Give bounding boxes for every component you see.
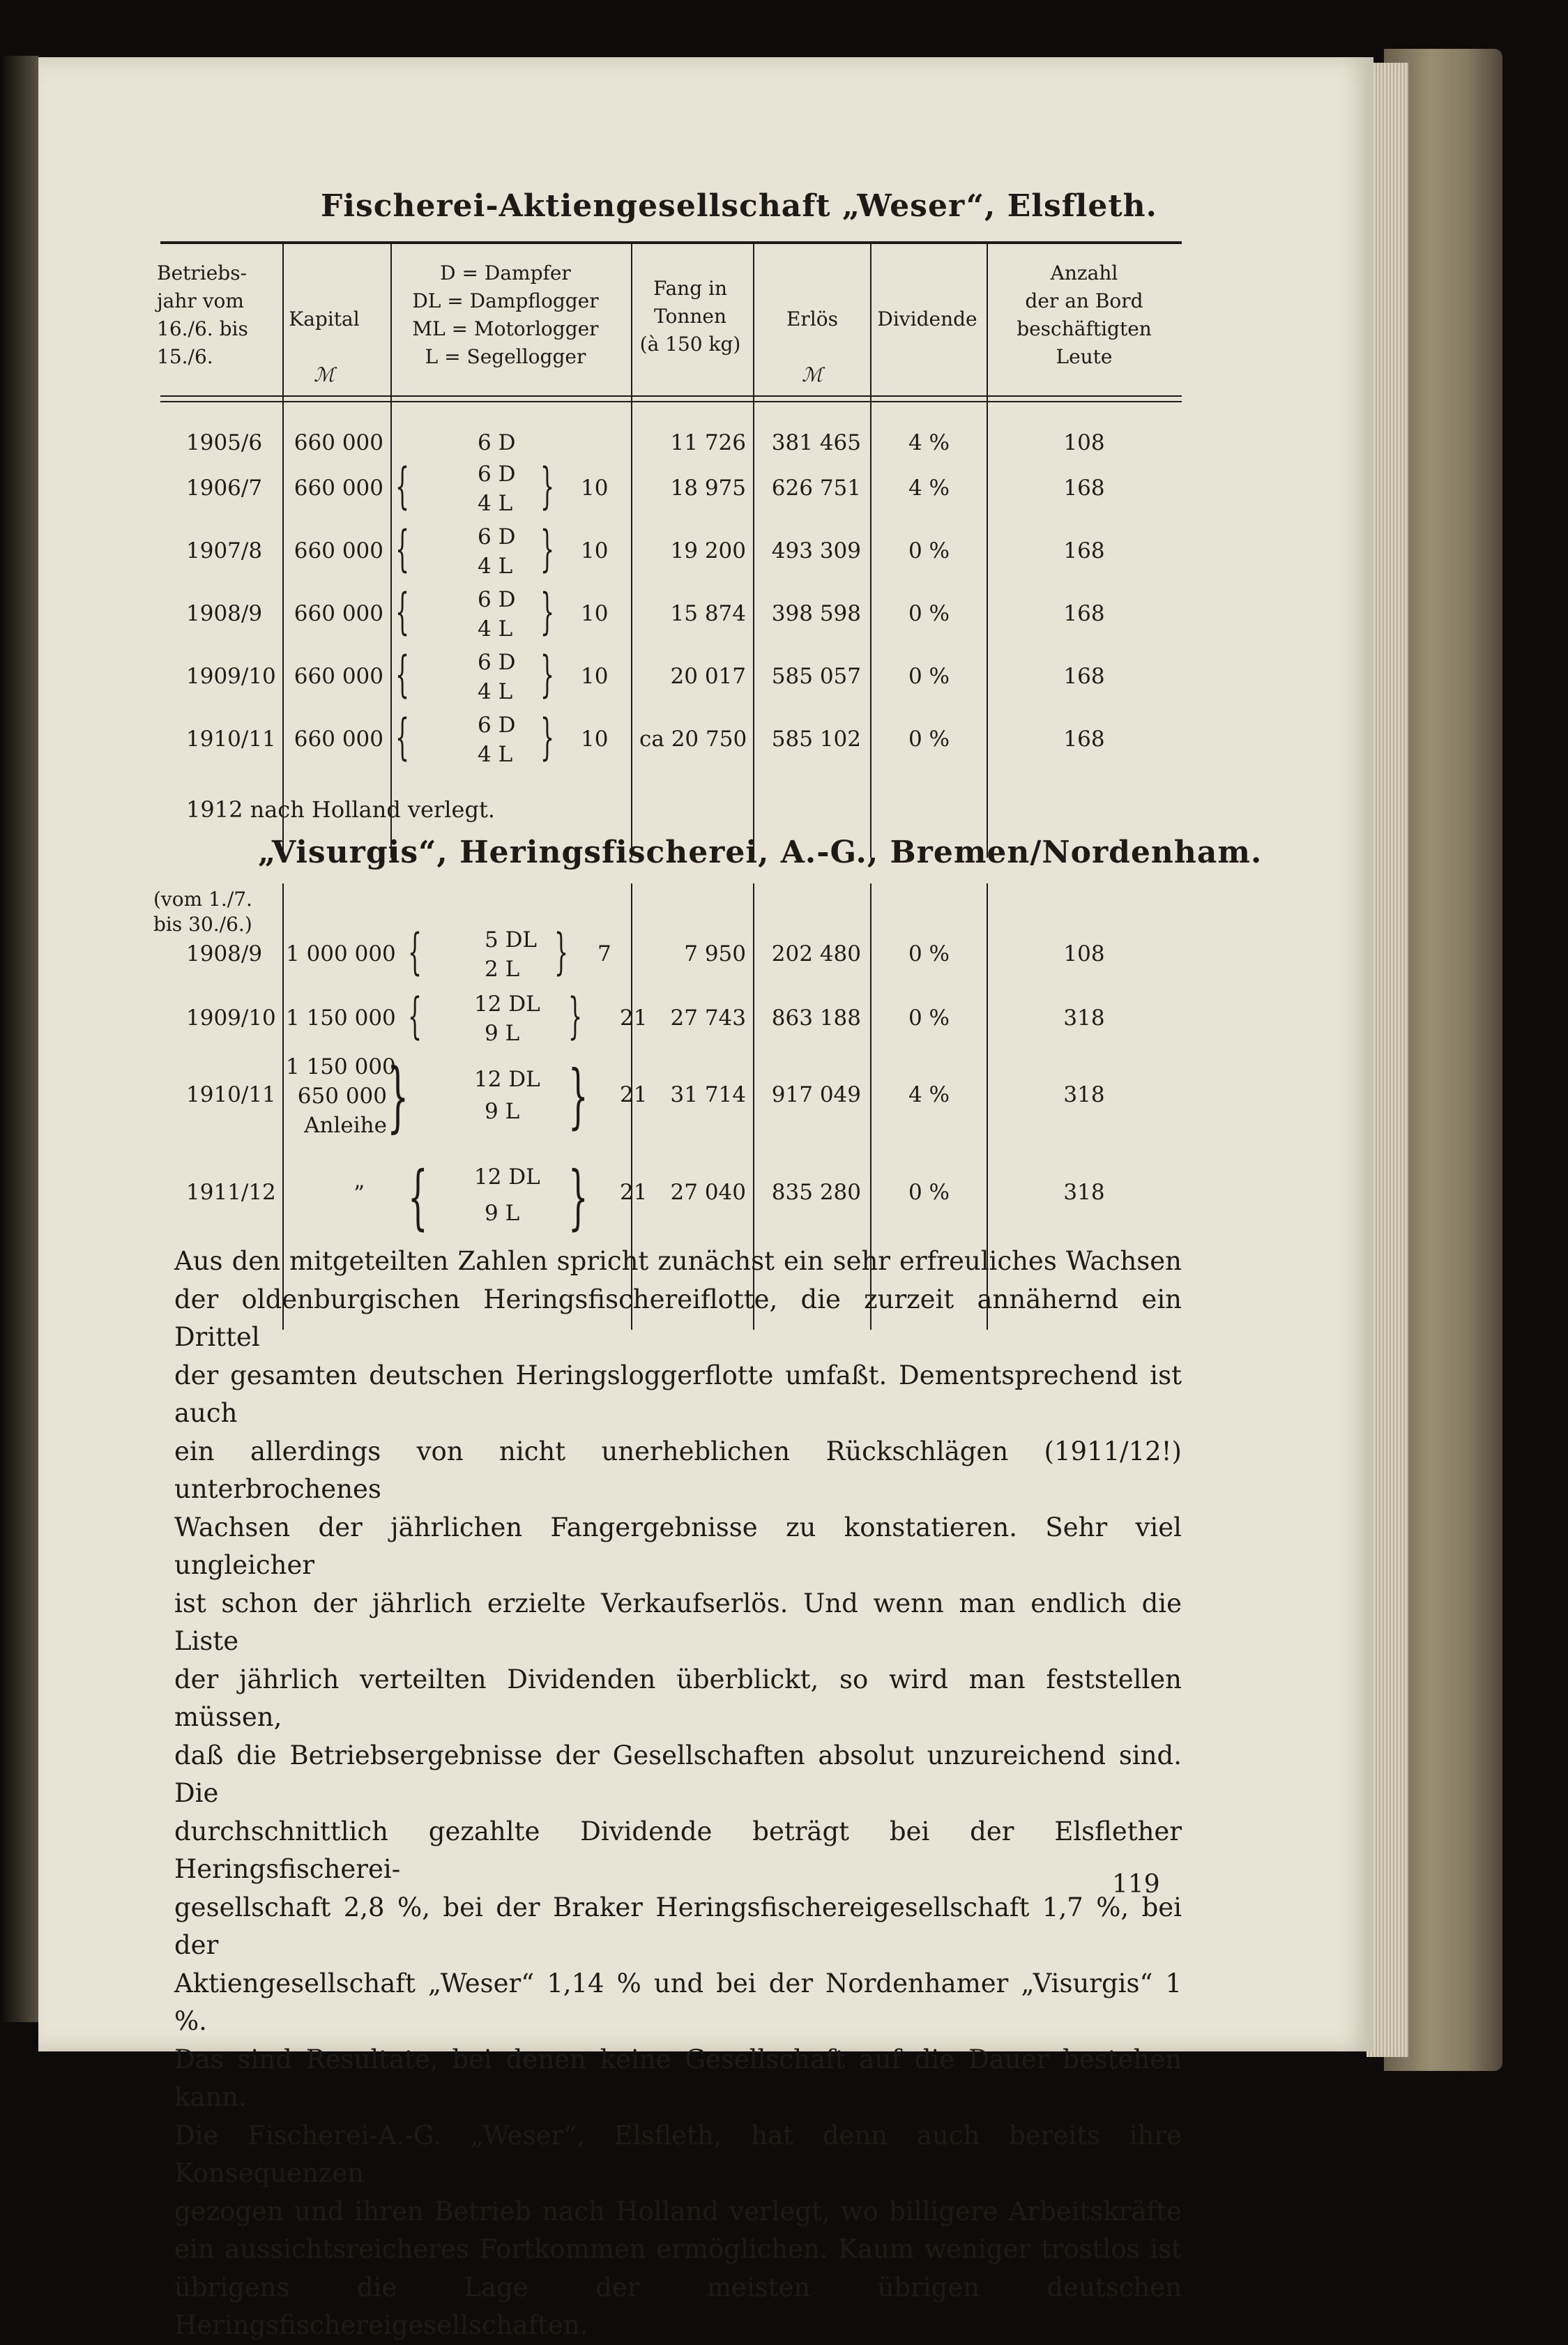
cell-fleet: 4 L	[478, 616, 513, 642]
cell-leute: 108	[1063, 430, 1105, 455]
cell-kapital: 660 000	[294, 430, 383, 455]
text-line: der gesamten deutschen Heringsloggerflotte umfaßt. Dementsprechend ist auch	[174, 1360, 1182, 1428]
cell-fleet: 6 D	[478, 462, 516, 487]
text-line: übrigens die Lage der meisten übrigen deutschen Heringsfischereigesellschaften.	[174, 2272, 1182, 2340]
cell-erloes: 626 751	[771, 476, 861, 501]
cell-leute: 318	[1063, 1082, 1105, 1107]
cell-year: 1910/11	[186, 1082, 276, 1107]
page-number: 119	[1112, 1870, 1160, 1899]
cell-kapital: 660 000	[294, 538, 383, 563]
cell-total: 10	[581, 476, 609, 501]
cell-year: 1911/12	[186, 1180, 276, 1205]
cell-kapital: ”	[353, 1181, 365, 1206]
t1-header-erloes: Erlös ℳ	[786, 308, 838, 386]
cell-leute: 318	[1063, 1005, 1105, 1031]
cell-dividende: 0 %	[908, 1180, 950, 1205]
cell-kapital: 1 150 000	[286, 1054, 396, 1079]
cell-erloes: 493 309	[771, 538, 861, 563]
right-brace: }	[554, 923, 569, 980]
t1-divider	[631, 244, 632, 858]
cell-fleet: 12 DL	[474, 1067, 540, 1092]
cell-fleet: 12 DL	[474, 992, 540, 1017]
left-brace: {	[408, 1156, 428, 1238]
cell-kapital: 660 000	[294, 476, 383, 501]
cell-fang: 31 714	[670, 1082, 746, 1107]
cell-kapital: 1 150 000	[286, 1005, 396, 1031]
cell-total: 21	[620, 1180, 648, 1205]
cell-dividende: 0 %	[908, 941, 950, 966]
cell-fleet: 4 L	[478, 491, 513, 516]
cell-erloes: 835 280	[771, 1180, 861, 1205]
table1-header-rule	[160, 395, 1182, 397]
cell-fang: 18 975	[670, 476, 746, 501]
cell-dividende: 0 %	[908, 727, 950, 752]
cell-total: 7	[597, 941, 611, 966]
cell-kapital: Anleihe	[304, 1113, 387, 1138]
book-page	[38, 57, 1373, 2340]
text-line: Aktiengesellschaft „Weser“ 1,14 % und bei der Nordenhamer „Visurgis“ 1 %.	[174, 1968, 1182, 2036]
cell-leute: 168	[1063, 476, 1105, 501]
cell-dividende: 0 %	[908, 538, 950, 563]
cell-total: 21	[620, 1005, 648, 1031]
cell-fang: ca 20 750	[639, 727, 747, 752]
book-binding-shadow	[0, 56, 38, 2022]
right-brace: }	[568, 987, 583, 1045]
cell-leute: 318	[1063, 1180, 1105, 1205]
right-brace: }	[540, 520, 555, 577]
table1-title: Fischerei-Aktiengesellschaft „Weser“, Elsfleth.	[321, 188, 1157, 224]
cell-leute: 108	[1063, 941, 1105, 966]
cell-fleet: 5 DL	[485, 927, 538, 953]
t1-divider	[282, 244, 284, 858]
right-brace: }	[568, 1055, 588, 1137]
cell-fleet: 6 D	[478, 650, 516, 675]
t1-header-jahr: Betriebs- jahr vom 16./6. bis 15./6.	[157, 261, 248, 368]
cell-kapital: 1 000 000	[286, 941, 396, 966]
body-paragraph	[174, 1243, 1182, 2345]
cell-fang: 27 743	[670, 1005, 746, 1031]
text-line: Das sind Resultate, bei denen keine Gesellschaft auf die Dauer bestehen kann.	[174, 2044, 1182, 2112]
cell-erloes: 917 049	[771, 1082, 861, 1107]
left-brace: {	[395, 520, 410, 577]
cell-fleet: 12 DL	[474, 1164, 540, 1190]
right-brace: }	[568, 1156, 588, 1238]
cell-fleet: 4 L	[478, 679, 513, 704]
cell-fleet: 9 L	[485, 1201, 520, 1226]
cell-fang: 20 017	[670, 664, 746, 689]
t1-header-leute: Anzahl der an Bord beschäftigten Leute	[1017, 261, 1152, 368]
cell-total: 10	[581, 538, 609, 563]
cell-leute: 168	[1063, 538, 1105, 563]
text-line: ein allerdings von nicht unerheblichen Rückschlägen (1911/12!) unterbrochenes	[174, 1436, 1182, 1504]
cell-fleet: 2 L	[485, 957, 520, 982]
t1-header-dividende: Dividende	[877, 308, 977, 331]
t1-header-fang: Fang in Tonnen (à 150 kg)	[639, 277, 741, 356]
text-line: Aus den mitgeteilten Zahlen spricht zunächst ein sehr erfreuliches Wachsen	[174, 1246, 1182, 1276]
cell-leute: 168	[1063, 664, 1105, 689]
text-line: der oldenburgischen Heringsfischereiflotte, die zurzeit annähernd ein Drittel	[174, 1284, 1182, 1352]
table2-title: „Visurgis“, Heringsfischerei, A.-G., Bremen/Nordenham.	[258, 835, 1263, 870]
left-brace: {	[395, 646, 410, 703]
text-line: Wachsen der jährlichen Fangergebnisse zu konstatieren. Sehr viel ungleicher	[174, 1512, 1182, 1580]
cell-fleet: 6 D	[478, 587, 516, 612]
text-line: ein aussichtsreicheres Fortkommen ermöglichen. Kaum weniger trostlos ist	[174, 2234, 1182, 2264]
table1-note: 1912 nach Holland verlegt.	[186, 796, 495, 823]
t1-divider	[390, 244, 392, 858]
cell-dividende: 4 %	[908, 430, 950, 455]
cell-erloes: 585 057	[771, 664, 861, 689]
cell-leute: 168	[1063, 601, 1105, 626]
cell-year: 1908/9	[186, 941, 263, 966]
cell-fleet: 9 L	[485, 1021, 520, 1046]
t1-header-kapital: Kapital ℳ	[289, 308, 360, 386]
cell-erloes: 863 188	[771, 1005, 861, 1031]
cell-dividende: 0 %	[908, 664, 950, 689]
right-brace: }	[540, 583, 555, 640]
cell-erloes: 585 102	[771, 727, 861, 752]
cell-year: 1905/6	[186, 430, 263, 455]
text-line: Die Fischerei-A.-G. „Weser“, Elsfleth, hat denn auch bereits ihre Konsequenzen	[174, 2120, 1182, 2188]
cell-year: 1906/7	[186, 476, 263, 501]
text-line: ist schon der jährlich erzielte Verkaufserlös. Und wenn man endlich die Liste	[174, 1588, 1182, 1656]
table1-top-rule	[160, 241, 1182, 244]
cell-fleet: 6 D	[478, 430, 516, 455]
t1-header-fleet-legend: D = Dampfer DL = Dampflogger ML = Motorlogger L = Segellogger	[412, 261, 599, 368]
left-brace: {	[395, 708, 410, 766]
left-brace: {	[395, 457, 410, 515]
right-brace: }	[387, 1052, 409, 1141]
cell-fang: 11 726	[670, 430, 746, 455]
text-line: der jährlich verteilten Dividenden überblickt, so wird man feststellen müssen,	[174, 1664, 1182, 1732]
cell-year: 1909/10	[186, 664, 276, 689]
cell-dividende: 4 %	[908, 1082, 950, 1107]
cell-fang: 15 874	[670, 601, 746, 626]
cell-fang: 7 950	[684, 941, 746, 966]
cell-erloes: 398 598	[771, 601, 861, 626]
cell-year: 1909/10	[186, 1005, 276, 1031]
cell-fleet: 6 D	[478, 713, 516, 738]
cell-total: 10	[581, 727, 609, 752]
cell-dividende: 0 %	[908, 601, 950, 626]
cell-kapital: 660 000	[294, 601, 383, 626]
cell-total: 21	[620, 1082, 648, 1107]
cell-year: 1907/8	[186, 538, 263, 563]
cell-kapital: 650 000	[297, 1084, 387, 1109]
cell-kapital: 660 000	[294, 664, 383, 689]
right-brace: }	[540, 708, 555, 766]
left-brace: {	[395, 583, 410, 640]
cell-year: 1908/9	[186, 601, 263, 626]
cell-total: 10	[581, 664, 609, 689]
cell-fleet: 4 L	[478, 554, 513, 579]
text-line: daß die Betriebsergebnisse der Gesellschaften absolut unzureichend sind. Die	[174, 1740, 1182, 1808]
cell-fang: 19 200	[670, 538, 746, 563]
left-brace: {	[408, 987, 423, 1045]
t1-divider	[987, 244, 988, 858]
right-brace: }	[540, 646, 555, 703]
text-line: gesellschaft 2,8 %, bei der Braker Heringsfischereigesellschaft 1,7 %, bei der	[174, 1892, 1182, 1960]
cell-fleet: 4 L	[478, 742, 513, 767]
left-brace: {	[408, 923, 423, 980]
cell-fang: 27 040	[670, 1180, 746, 1205]
cell-erloes: 381 465	[771, 430, 861, 455]
cell-kapital: 660 000	[294, 727, 383, 752]
cell-year: 1910/11	[186, 727, 276, 752]
cell-dividende: 4 %	[908, 476, 950, 501]
text-line: durchschnittlich gezahlte Dividende beträgt bei der Elsflether Heringsfischerei-	[174, 1816, 1182, 1884]
text-line: gezogen und ihren Betrieb nach Holland verlegt, wo billigere Arbeitskräfte	[174, 2196, 1182, 2226]
cell-total: 10	[581, 601, 609, 626]
t2-period: (vom 1./7. bis 30./6.)	[153, 888, 252, 936]
t1-divider	[753, 244, 754, 858]
cell-fleet: 6 D	[478, 524, 516, 549]
cell-fleet: 9 L	[485, 1099, 520, 1124]
cell-dividende: 0 %	[908, 1005, 950, 1031]
cell-leute: 168	[1063, 727, 1105, 752]
right-brace: }	[540, 457, 555, 515]
table1-header-rule-2	[160, 401, 1182, 402]
cell-erloes: 202 480	[771, 941, 861, 966]
